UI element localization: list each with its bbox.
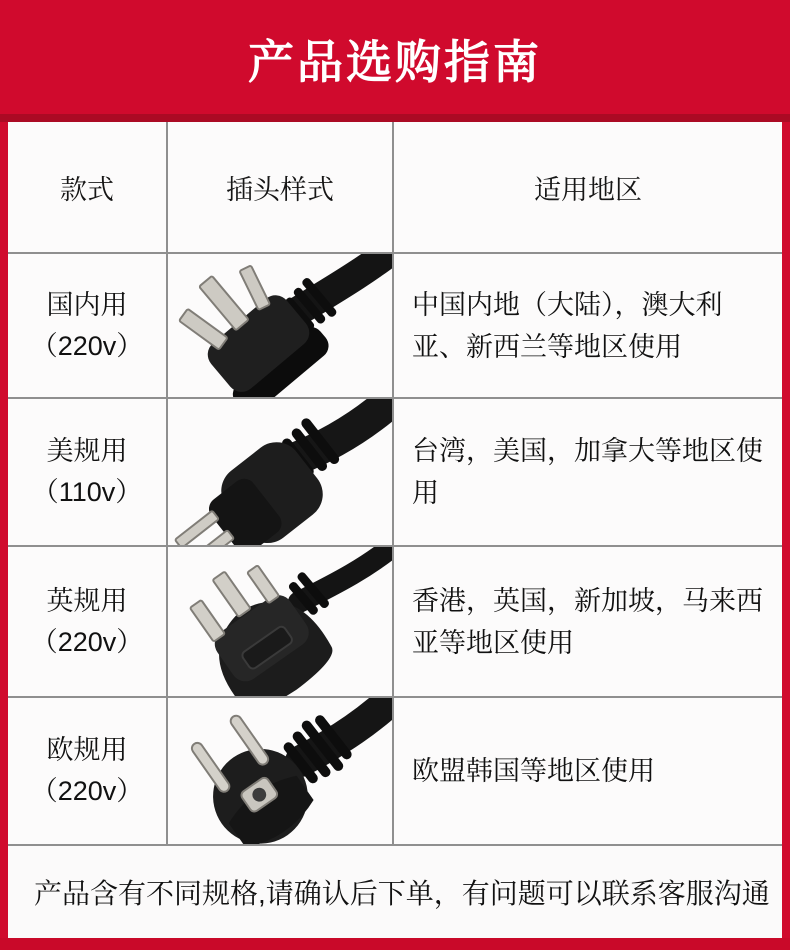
page-title: 产品选购指南 [248,36,542,88]
column-header-plug [168,122,394,254]
uk-3pin-plug-icon [168,547,392,696]
style-name: 美规用 [46,436,128,466]
style-voltage: （110v） [31,477,143,507]
banner [0,0,790,122]
table-row-us-plug [168,399,394,547]
style-name: 国内用 [46,289,128,320]
regions-text: 欧盟韩国等地区使用 [412,756,655,786]
style-name: 欧规用 [46,735,128,765]
bottom-red-border [0,938,790,950]
regions-text: 香港，英国，新加坡，马来西亚等地区使用 [412,585,763,658]
table-row-us-style [8,399,168,547]
table-row-cn-style [8,254,168,399]
style-name: 英规用 [46,585,128,616]
footer-note-text: 产品含有不同规格,请确认后下单，有问题可以联系客服沟通 [34,878,770,909]
table-row-eu-regions [394,698,782,846]
eu-2pin-plug-icon [168,698,392,844]
column-header-label: 插头样式 [226,174,334,205]
column-header-label: 适用地区 [534,174,642,205]
column-header-style [8,122,168,254]
column-header-label: 款式 [60,174,114,205]
table-row-uk-style [8,547,168,698]
style-voltage: （220v） [30,776,144,806]
regions-text: 台湾，美国，加拿大等地区使用 [412,436,763,508]
table-row-cn-plug [168,254,394,399]
plug-guide-table [8,122,782,938]
cn-3pin-plug-icon [168,254,392,397]
table-row-eu-plug [168,698,394,846]
us-3pin-plug-icon [168,399,392,545]
column-header-regions [394,122,782,254]
style-voltage: （220v） [30,330,144,361]
footer-note [8,846,782,938]
table-row-us-regions [394,399,782,547]
table-row-eu-style [8,698,168,846]
table-row-cn-regions [394,254,782,399]
table-row-uk-plug [168,547,394,698]
table-row-uk-regions [394,547,782,698]
style-voltage: （220v） [30,626,144,657]
regions-text: 中国内地（大陆），澳大利亚、新西兰等地区使用 [412,289,723,362]
